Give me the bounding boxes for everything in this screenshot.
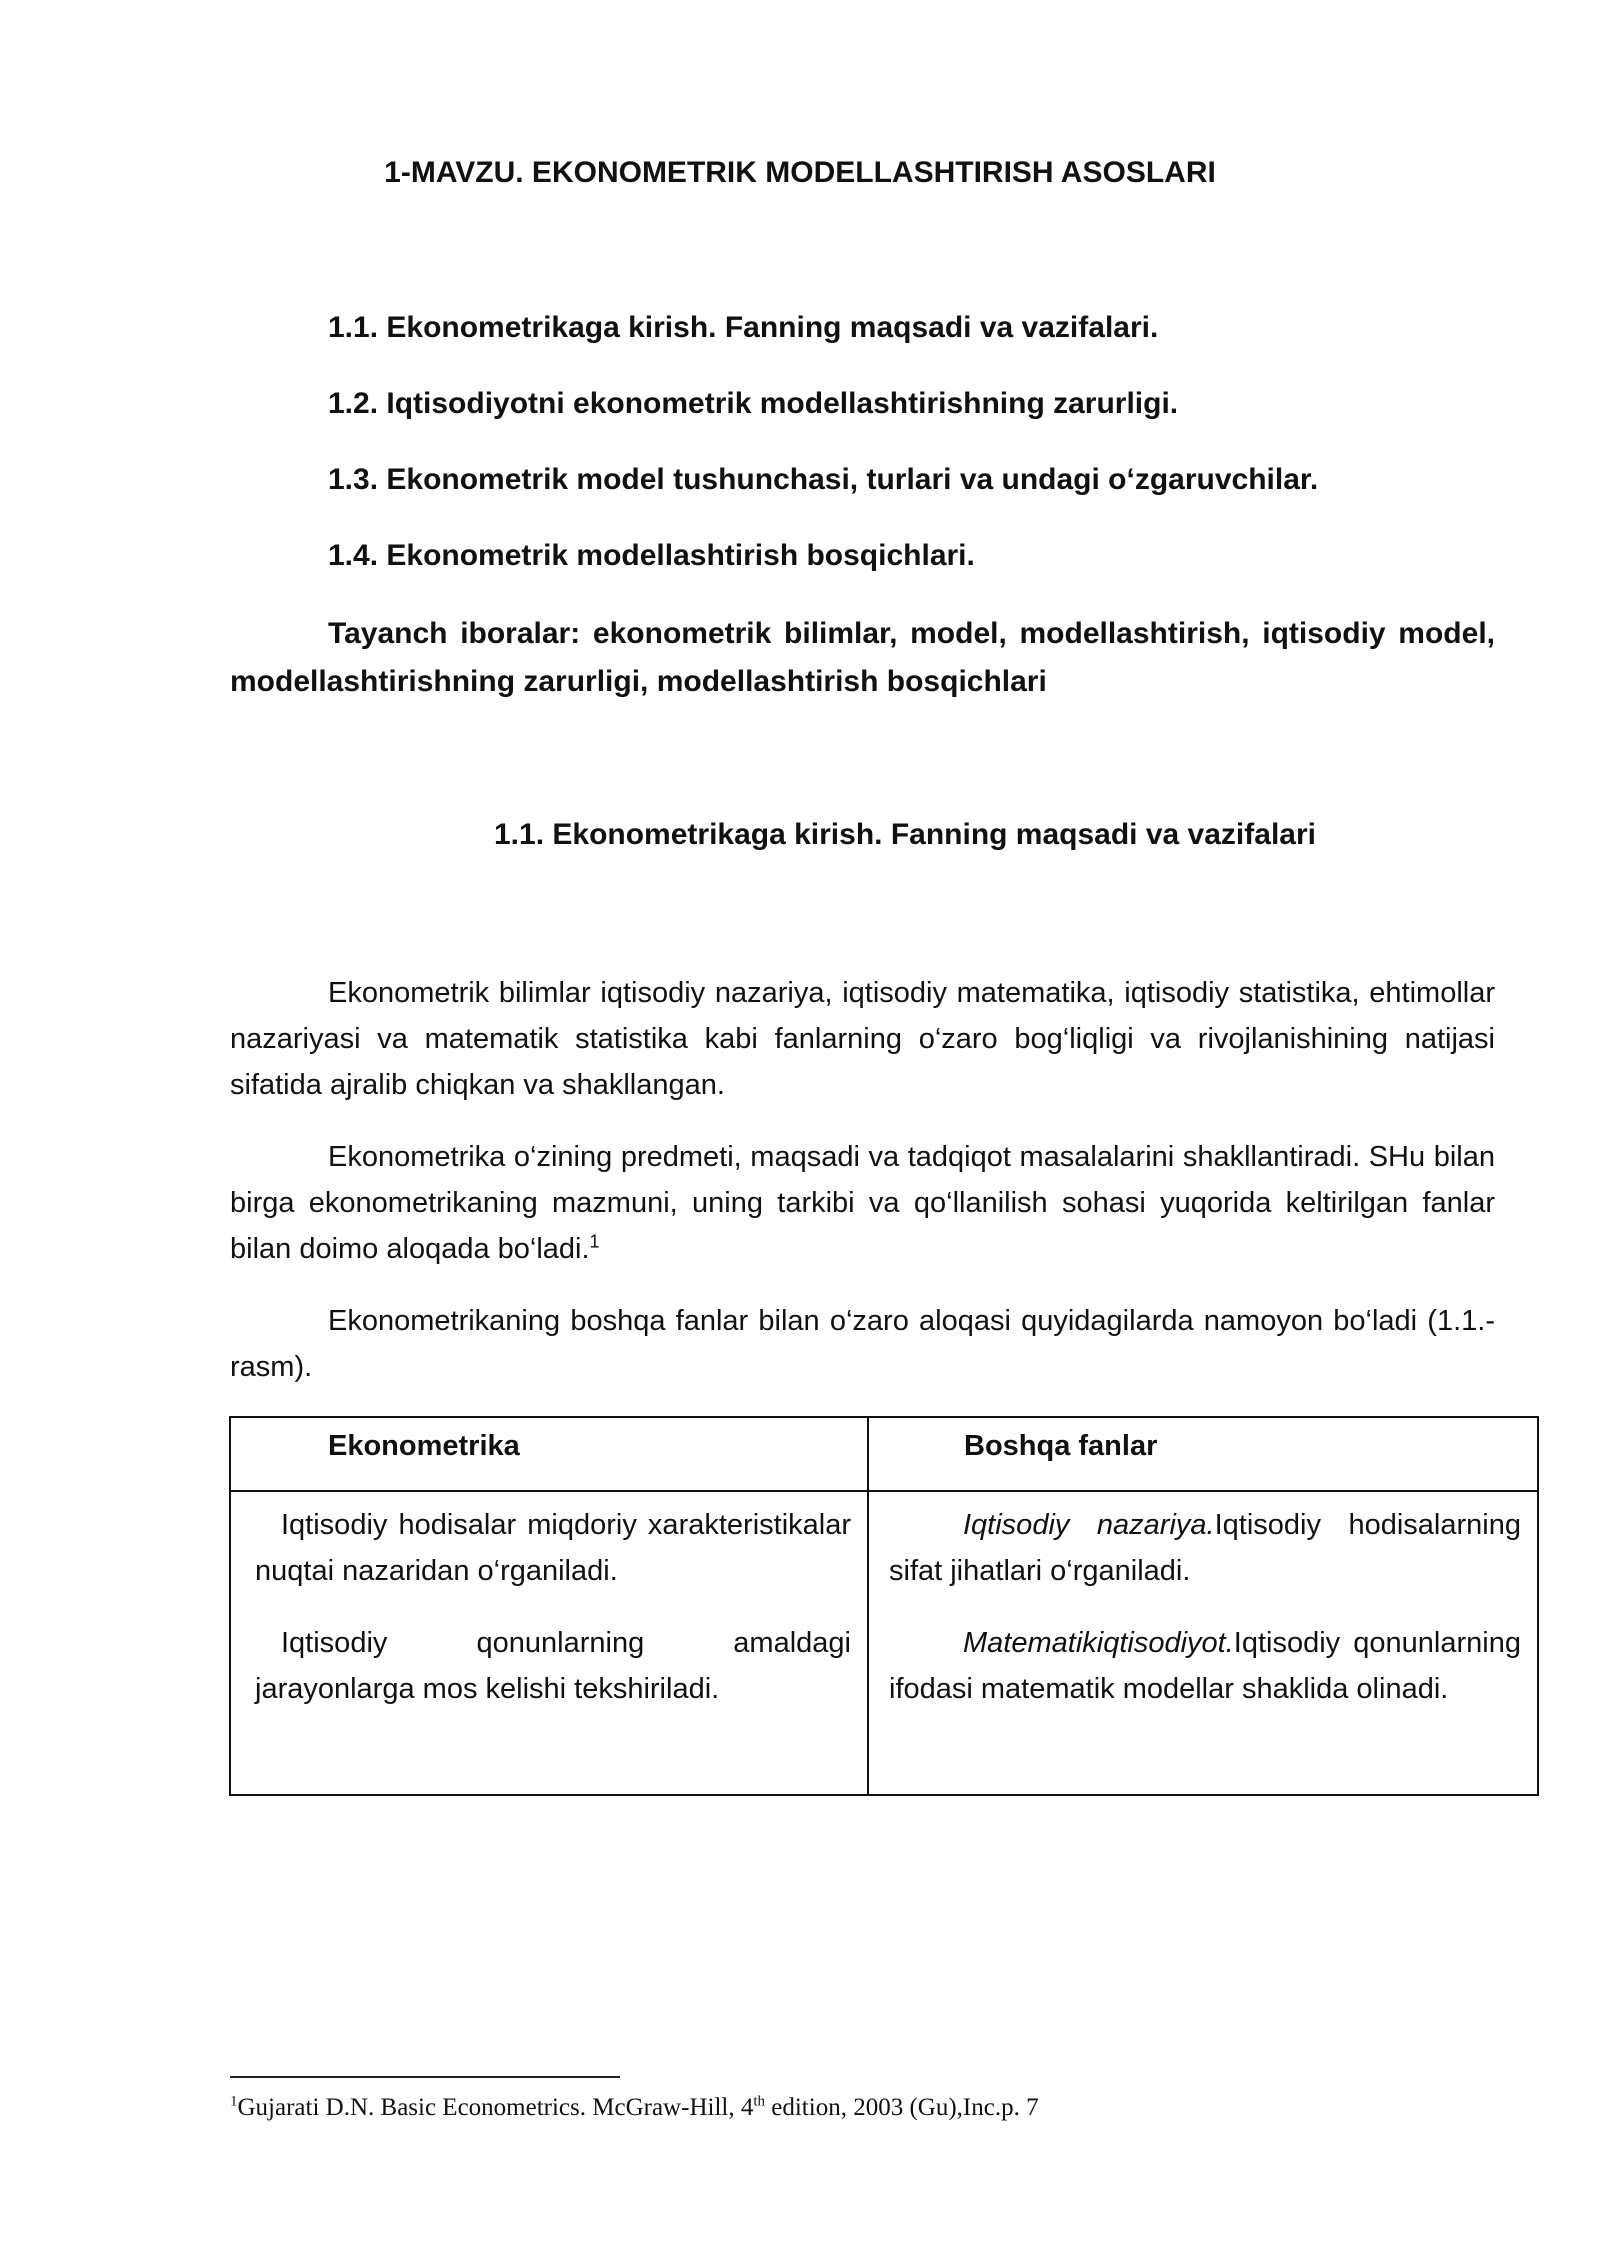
table-cell-ekonometrika [255, 1502, 851, 1738]
footnote-ordinal: th [753, 2093, 766, 2110]
footnote-text: Gujarati D.N. Basic Econometrics. McGraw-Hill, 4 [237, 2094, 754, 2121]
cell-paragraph [889, 1502, 1521, 1594]
comparison-table [229, 1416, 1539, 1796]
table-cell-boshqa-fanlar [889, 1502, 1521, 1738]
table-row-divider [231, 1490, 1537, 1492]
body-paragraph [230, 1134, 1495, 1272]
page-title: 1-MAVZU. EKONOMETRIK MODELLASHTIRISH ASOSLARI [384, 156, 1216, 189]
table-header-boshqa-fanlar: Boshqa fanlar [964, 1430, 1158, 1462]
toc-item: 1.1. Ekonometrikaga kirish. Fanning maqsadi va vazifalari. [328, 311, 1159, 344]
discipline-description: Iqtisodiy hodisalarning sifat jihatlari o‘rganiladi. [889, 1509, 1521, 1587]
discipline-description: Iqtisodiy qonunlarning ifodasi matematik modellar shaklida olinadi. [889, 1627, 1521, 1705]
table-column-divider [867, 1418, 869, 1794]
body-paragraph [230, 970, 1495, 1108]
body-paragraph [230, 1298, 1495, 1390]
discipline-term: Iqtisodiy nazariya. [963, 1509, 1215, 1541]
discipline-term: Matematikiqtisodiyot. [963, 1627, 1234, 1659]
toc-item: 1.4. Ekonometrik modellashtirish bosqichlari. [328, 539, 975, 572]
toc-item: 1.3. Ekonometrik model tushunchasi, turlari va undagi o‘zgaruvchilar. [328, 463, 1319, 496]
table-header-ekonometrika: Ekonometrika [328, 1430, 520, 1462]
footnote-separator [230, 2076, 620, 2078]
cell-paragraph: Iqtisodiy qonunlarning amaldagi jarayonlarga mos kelishi tekshiriladi. [255, 1627, 851, 1705]
toc-item: 1.2. Iqtisodiyotni ekonometrik modellashtirishning zarurligi. [328, 387, 1179, 420]
paragraph-text: Ekonometrika o‘zining predmeti, maqsadi va tadqiqot masalalarini shakllantiradi. SHu bilan birga ekonometrikaning mazmuni, uning tarkibi va qo‘llanilish sohasi yuqorida keltirilgan fanlar bilan doimo aloqada bo‘ladi. [230, 1141, 1495, 1265]
cell-paragraph: Iqtisodiy hodisalar miqdoriy xarakteristikalar nuqtai nazaridan o‘rganiladi. [255, 1509, 851, 1587]
footnote [230, 2094, 1530, 2122]
section-heading: 1.1. Ekonometrikaga kirish. Fanning maqsadi va vazifalari [494, 818, 1316, 851]
footnote-text: edition, 2003 (Gu),Inc.p. 7 [765, 2094, 1039, 2121]
footnote-reference[interactable]: 1 [589, 1231, 600, 1252]
keywords-paragraph: Tayanch iboralar: ekonometrik bilimlar, model, modellashtirish, iqtisodiy model, modellashtirishning zarurligi, modellashtirish bosqichlari [230, 617, 1495, 698]
paragraph-text: Ekonometrik bilimlar iqtisodiy nazariya, iqtisodiy matematika, iqtisodiy statistika, ehtimollar nazariyasi va matematik statistika kabi fanlarning o‘zaro bog‘liqligi va rivojlanishining natijasi sifatida ajralib chiqkan va shakllangan. [230, 977, 1495, 1101]
table-of-contents [328, 308, 1508, 612]
footnote-mark: 1 [230, 2093, 238, 2110]
paragraph-text: Ekonometrikaning boshqa fanlar bilan o‘zaro aloqasi quyidagilarda namoyon bo‘ladi (1.1.-rasm). [230, 1305, 1495, 1383]
cell-paragraph [889, 1620, 1521, 1712]
